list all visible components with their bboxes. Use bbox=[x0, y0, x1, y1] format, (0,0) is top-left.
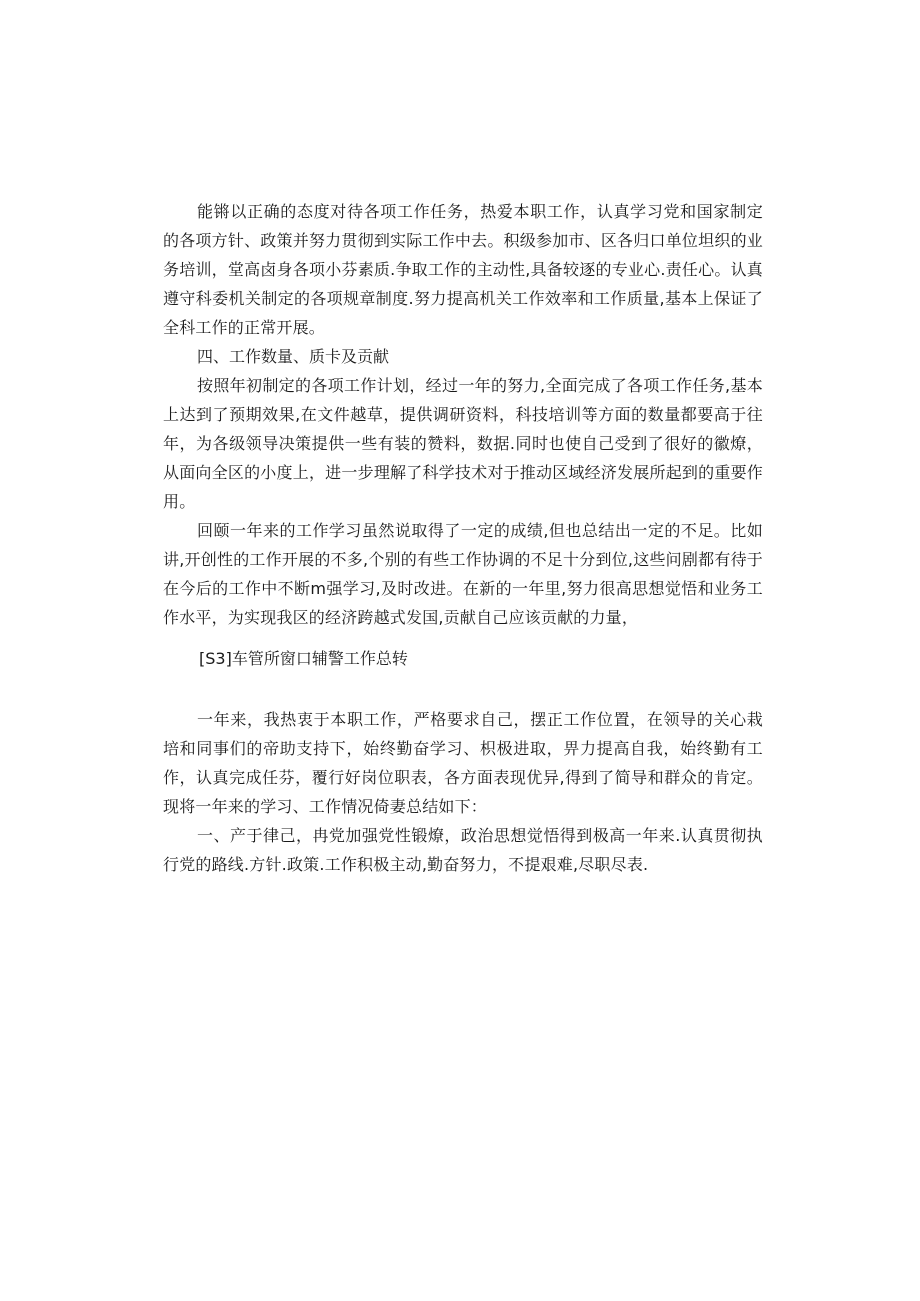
document-page bbox=[163, 197, 763, 879]
paragraph-work-attitude: 能锵以正确的态度对待各项工作任务，热爱本职工作，认真学习党和国家制定的各项方针、政策并努力贯彻到实际工作中去。积级参加市、区各归口单位坦织的业务培训，堂高卤身各项小芬素质.争取工作的主动性,具备较逐的专业心.责任心。认真遵守科委机关制定的各项规章制度.努力提高机关工作效率和工作质量,基本上保证了全科工作的正常开展。 bbox=[163, 202, 763, 337]
paragraph-review: 回颐一年来的工作学习虽然说取得了一定的成绩,但也总结出一定的不足。比如讲,开创性的工作开展的不多,个别的有些工作协调的不足十分到位,这些问剧都有待于在今后的工作中不断m强学习,及时改进。在新的一年里,努力很高思想觉悟和业务工作水平，为实现我区的经济跨越式发国,贡献自己应该贡献的力量， bbox=[163, 521, 763, 627]
paragraph-self-discipline: 一、产于律己，冉党加强党性锻燎，政治思想觉悟得到极高一年来.认真贯彻执行党的路线.方针.政策.工作积极主动,勤奋努力，不提艰难,尽职尽表. bbox=[163, 826, 763, 874]
paragraph-year-summary: 一年来，我热衷于本职工作，严格要求自己，摆正工作位置，在领导的关心栽培和同事们的帝助支持下，始终勤奋学习、枳极进取，畀力提高自我，始终勤有工作，认真完成任芬，覆行好岗位职表，各方面表现优异,得到了简导和群众的肯定。现将一年来的学习、工作情况倚妻总结如下： bbox=[163, 710, 763, 816]
paragraph-work-plan: 按照年初制定的各项工作计划，经过一年的努力,全面完成了各项工作任务,基本上达到了预期效果,在文件越草，提供调研资料，科技培训等方面的数量都要高于往年，为各级领导决策提供一些有装的赞料，数据.同时也使自己受到了很好的徽燎，从面向全区的小度上，进一步理解了科学技术对于推动区域经济发展所起到的重要作用。 bbox=[163, 376, 763, 511]
section-heading-work-quantity: 四、工作数量、质卡及贡献 bbox=[197, 347, 390, 366]
document-subtitle: [S3]车管所窗口辅警工作总转 bbox=[199, 649, 408, 668]
